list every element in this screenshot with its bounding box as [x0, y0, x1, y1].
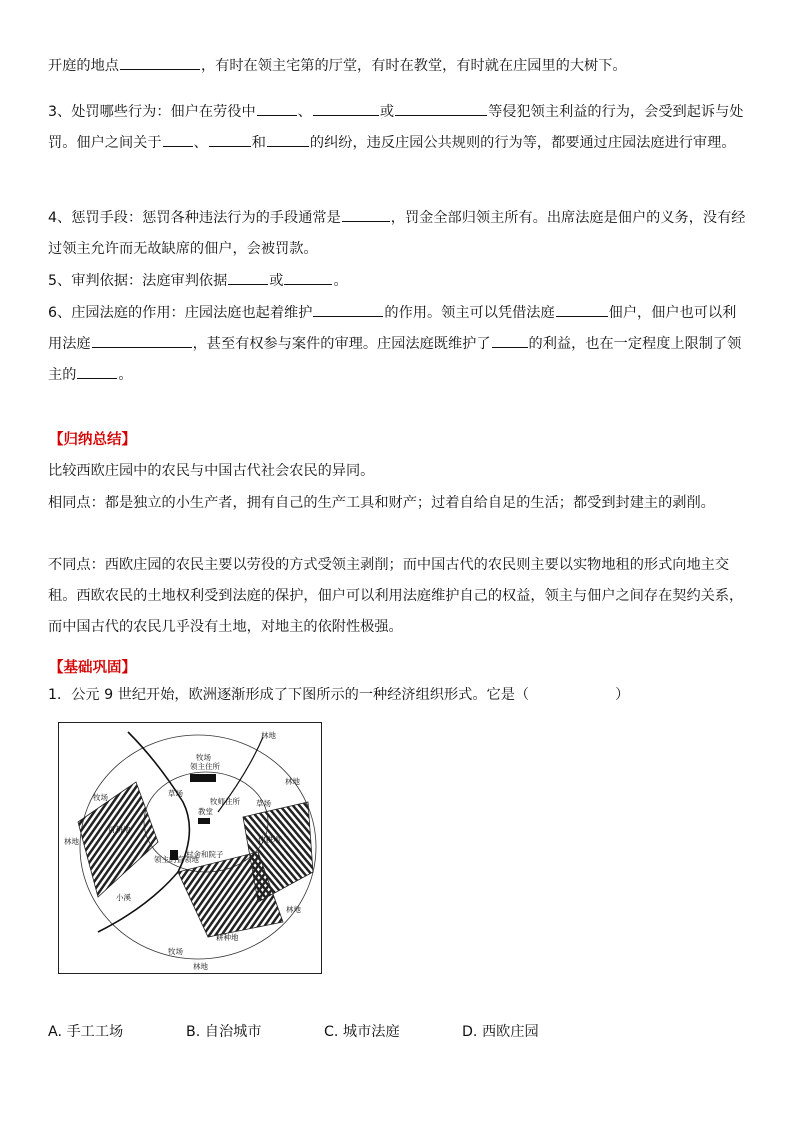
text: ，甚至有权参与案件的审理。庄园法庭既维护了: [192, 336, 491, 352]
text: 。: [118, 367, 133, 383]
label: 领主的直领地: [154, 855, 199, 864]
item-6: [48, 298, 748, 391]
text: 开庭的地点: [48, 58, 119, 74]
blank: [395, 101, 487, 116]
blank: [120, 55, 200, 70]
label: 林地: [286, 905, 301, 914]
label: 小溪: [116, 893, 131, 902]
label: 牧场: [196, 753, 211, 762]
label: 牧师住所: [210, 797, 240, 806]
manor-map: [58, 722, 322, 974]
text: 等侵犯领主利益的行为，会受到起诉与处罚。佃户之间关于: [48, 104, 744, 151]
option-a[interactable]: A. 手工工场: [48, 1024, 124, 1040]
text: 的纠纷，违反庄园公共规则的行为等，都要通过庄园法庭进行审理。: [309, 135, 736, 151]
label: 领主住所: [190, 762, 220, 771]
text: 4、惩罚手段：惩罚各种违法行为的手段通常是: [48, 210, 341, 226]
blank: [257, 101, 297, 116]
option-b[interactable]: B. 自治城市: [186, 1024, 262, 1040]
text: 、: [297, 104, 312, 120]
text: 。: [333, 273, 348, 289]
label: 休耕地: [258, 835, 281, 844]
item-3: [48, 97, 748, 159]
text: 或: [379, 104, 395, 120]
blank: [492, 333, 528, 348]
summary-diff: 不同点：西欧庄园的农民主要以劳役的方式受领主剥削；而中国古代的农民则主要以实物地租的形式向地主交租。西欧农民的土地权利受到法庭的保护，佃户可以利用法庭维护自己的权益，领主与佃户之间存在契约关系，而中国古代的农民几乎没有土地，对地主的依附性极强。: [48, 557, 744, 635]
text: ）: [615, 687, 630, 703]
label: 林地: [64, 837, 79, 846]
text: 1．公元 9 世纪开始，欧洲逐渐形成了下图所示的一种经济组织形式。它是（: [48, 687, 530, 703]
text: 3、处罚哪些行为：佃户在劳役中: [48, 104, 256, 120]
item-5: [48, 266, 748, 297]
options-row: [48, 1021, 582, 1041]
text: 、: [193, 135, 208, 151]
intro-line: [48, 51, 748, 82]
option-d[interactable]: D. 西欧庄园: [462, 1024, 539, 1040]
practice-tag: [48, 656, 137, 677]
text: 佃户，佃户也可以利用法庭: [48, 305, 737, 352]
label: 林地: [261, 731, 276, 740]
text: 5、审判依据：法庭审判依据: [48, 273, 228, 289]
lord-house: [190, 774, 216, 782]
tag-text: 【基础巩固】: [49, 660, 136, 676]
option-c[interactable]: C. 城市法庭: [324, 1024, 400, 1040]
blank: [556, 302, 608, 317]
item-4: [48, 203, 748, 265]
label: 耕种地: [216, 933, 239, 942]
text: ，有时在领主宅第的厅堂，有时在教堂，有时就在庄园里的大树下。: [200, 58, 627, 74]
blank: [77, 364, 117, 379]
label: 林地: [285, 777, 300, 786]
label: 可耕地: [108, 825, 131, 834]
blank: [92, 333, 192, 348]
blank: [313, 302, 383, 317]
summary-same: 相同点：都是独立的小生产者，拥有自己的生产工具和财产；过着自给自足的生活；都受到封建主的剥削。: [48, 495, 715, 511]
label: 草场: [168, 789, 183, 798]
label: 牧场: [168, 947, 183, 956]
church-building: [198, 818, 210, 824]
label: 草场: [256, 799, 271, 808]
summary-tag: [48, 428, 137, 449]
label: 教堂: [198, 807, 213, 816]
question-1: [48, 680, 748, 711]
text: 的利益，也在一定程度上限制了领主的: [48, 336, 742, 383]
text: ，罚金全部归领主所有。出席法庭是佃户的义务，没有经过领主允许而无故缺席的佃户，会被罚款。: [48, 210, 746, 257]
blank: [228, 270, 268, 285]
blank: [342, 207, 390, 222]
label: 林地: [193, 962, 208, 971]
text: 和: [251, 135, 266, 151]
label: 牧场: [93, 793, 108, 802]
blank: [163, 132, 193, 147]
tag-text: 【归纳总结】: [49, 432, 136, 448]
text: 的作用。领主可以凭借法庭: [384, 305, 555, 321]
label: 村舍和院子: [186, 850, 224, 859]
blank: [209, 132, 251, 147]
summary-intro: 比较西欧庄园中的农民与中国古代社会农民的异同。: [48, 463, 375, 479]
text: 6、庄园法庭的作用：庄园法庭也起着维护: [48, 305, 313, 321]
blank: [284, 270, 332, 285]
blank: [267, 132, 309, 147]
text: 或: [269, 273, 284, 289]
blank: [313, 101, 379, 116]
